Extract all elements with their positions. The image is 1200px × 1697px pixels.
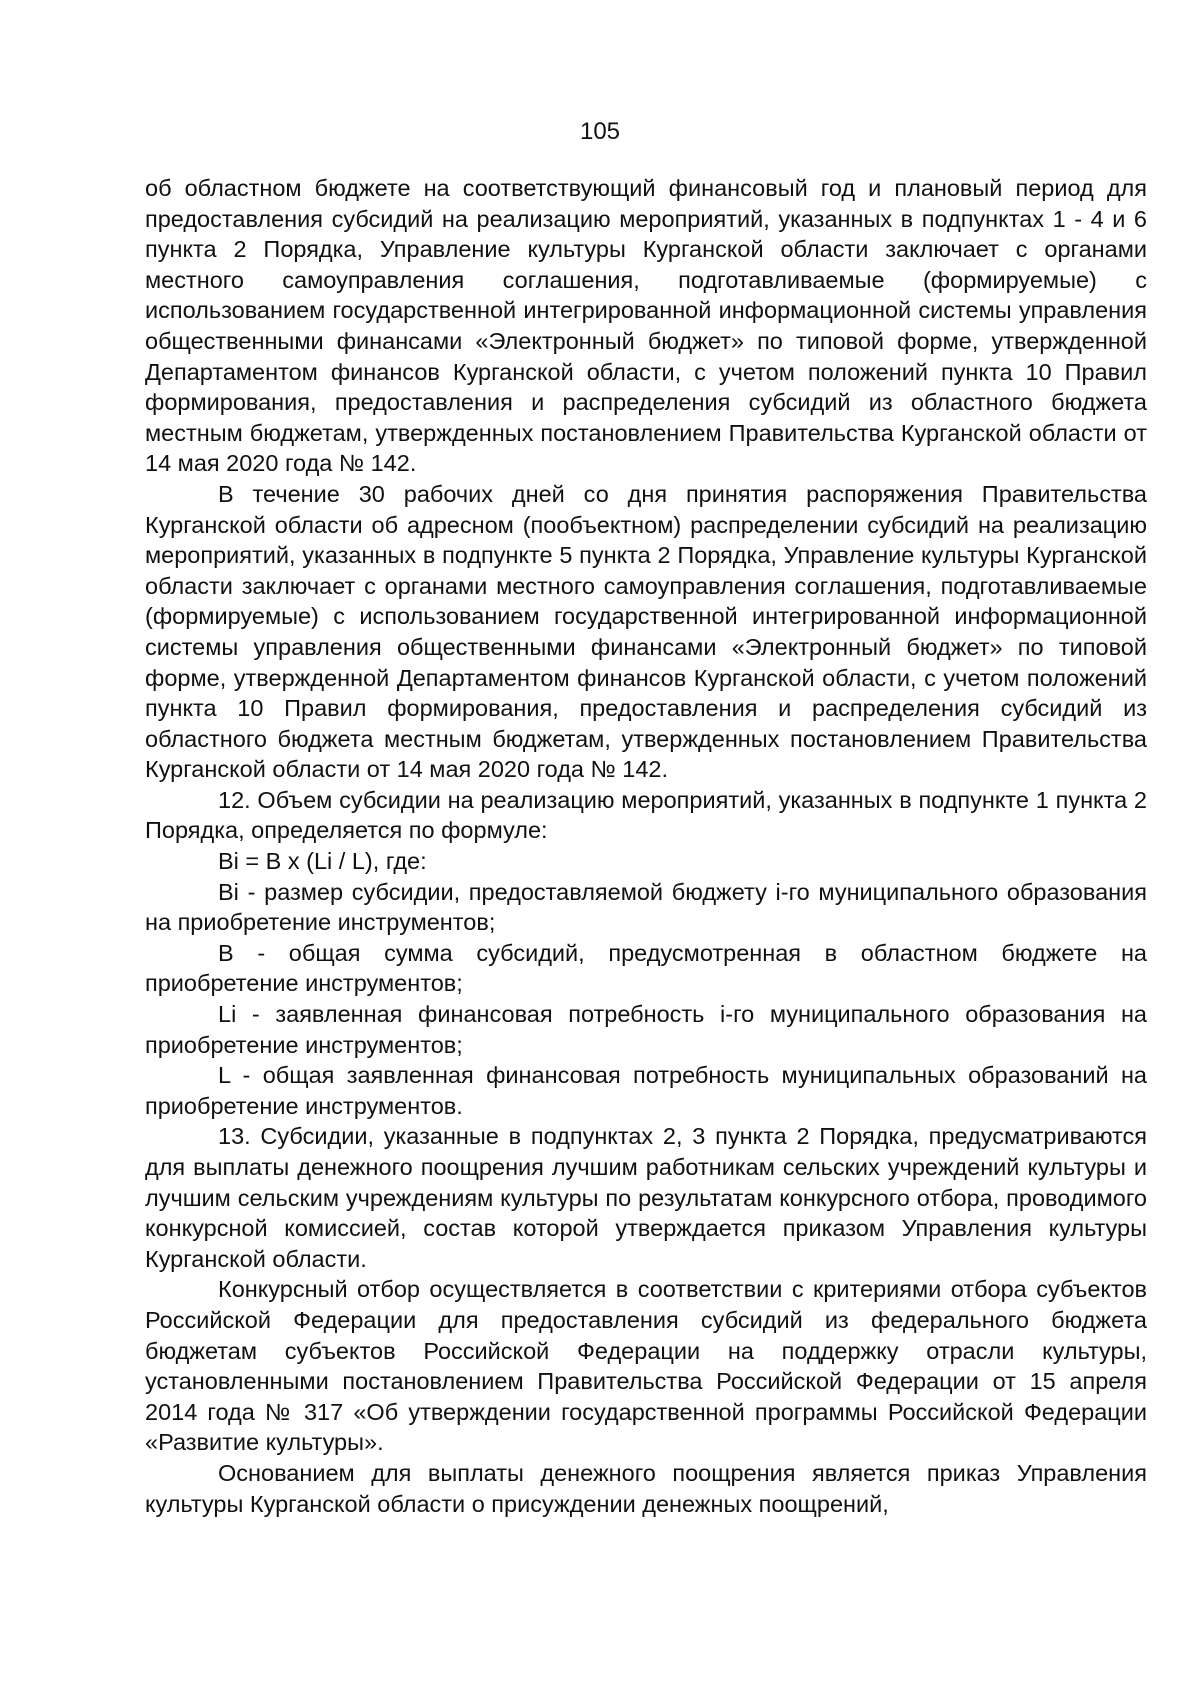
paragraph: 12. Объем субсидии на реализацию мероприятий, указанных в подпункте 1 пункта 2 Порядка, определяется по формуле: — [145, 786, 1147, 844]
paragraph: Bi - размер субсидии, предоставляемой бюджету i-го муниципального образования на приобретение инструментов; — [145, 878, 1147, 936]
paragraph: L - общая заявленная финансовая потребность муниципальных образований на приобретение инструментов. — [145, 1062, 1147, 1119]
formula: Bi = B x (Li / L), где: — [218, 848, 427, 875]
paragraph: Основанием для выплаты денежного поощрения является приказ Управления культуры Курганской области о присуждении денежных поощрений, — [145, 1459, 1147, 1517]
page-number: 105 — [579, 118, 621, 145]
paragraph: В течение 30 рабочих дней со дня принятия распоряжения Правительства Курганской области об адресном (пообъектном) распределении субсидий на реализацию мероприятий, указанных в подпункте 5 пункта 2 Порядка, Управление культуры Курганской области заключает с органами местного самоуправления соглашения, подготавливаемые (формируемые) с использованием государственной интегрированной информационной системы управления общественными финансами «Электронный бюджет» по типовой форме, утвержденной Департаментом финансов Курганской области, с учетом положений пункта 10 Правил формирования, предоставления и распределения субсидий из областного бюджета местным бюджетам, утвержденных постановлением Правительства Курганской области от 14 мая 2020 года № 142. — [145, 480, 1147, 783]
paragraph: Li - заявленная финансовая потребность i-го муниципального образования на приобретение инструментов; — [145, 1001, 1147, 1058]
paragraph: Конкурсный отбор осуществляется в соответствии с критериями отбора субъектов Российской Федерации для предоставления субсидий из федерального бюджета бюджетам субъектов Российской Федерации на поддержку отрасли культуры, установленными постановлением Правительства Российской Федерации от 15 апреля 2014 года № 317 «Об утверждении государственной программы Российской Федерации «Развитие культуры». — [145, 1276, 1147, 1456]
paragraph: об областном бюджете на соответствующий финансовый год и плановый период для предоставления субсидий на реализацию мероприятий, указанных в подпунктах 1 - 4 и 6 пункта 2 Порядка, Управление культуры Курганской области заключает с органами местного самоуправления соглашения, подготавливаемые (формируемые) с использованием государственной интегрированной информационной системы управления общественными финансами «Электронный бюджет» по типовой форме, утвержденной Департаментом финансов Курганской области, с учетом положений пункта 10 Правил формирования, предоставления и распределения субсидий из областного бюджета местным бюджетам, утвержденных постановлением Правительства Курганской области от 14 мая 2020 года № 142. — [145, 175, 1147, 477]
paragraph: 13. Субсидии, указанные в подпунктах 2, 3 пункта 2 Порядка, предусматриваются для выплаты денежного поощрения лучшим работникам сельских учреждений культуры и лучшим сельским учреждениям культуры по результатам конкурсного отбора, проводимого конкурсной комиссией, состав которой утверждается приказом Управления культуры Курганской области. — [145, 1123, 1147, 1272]
document-body — [145, 173, 1147, 1519]
paragraph: B - общая сумма субсидий, предусмотренная в областном бюджете на приобретение инструментов; — [145, 939, 1147, 997]
